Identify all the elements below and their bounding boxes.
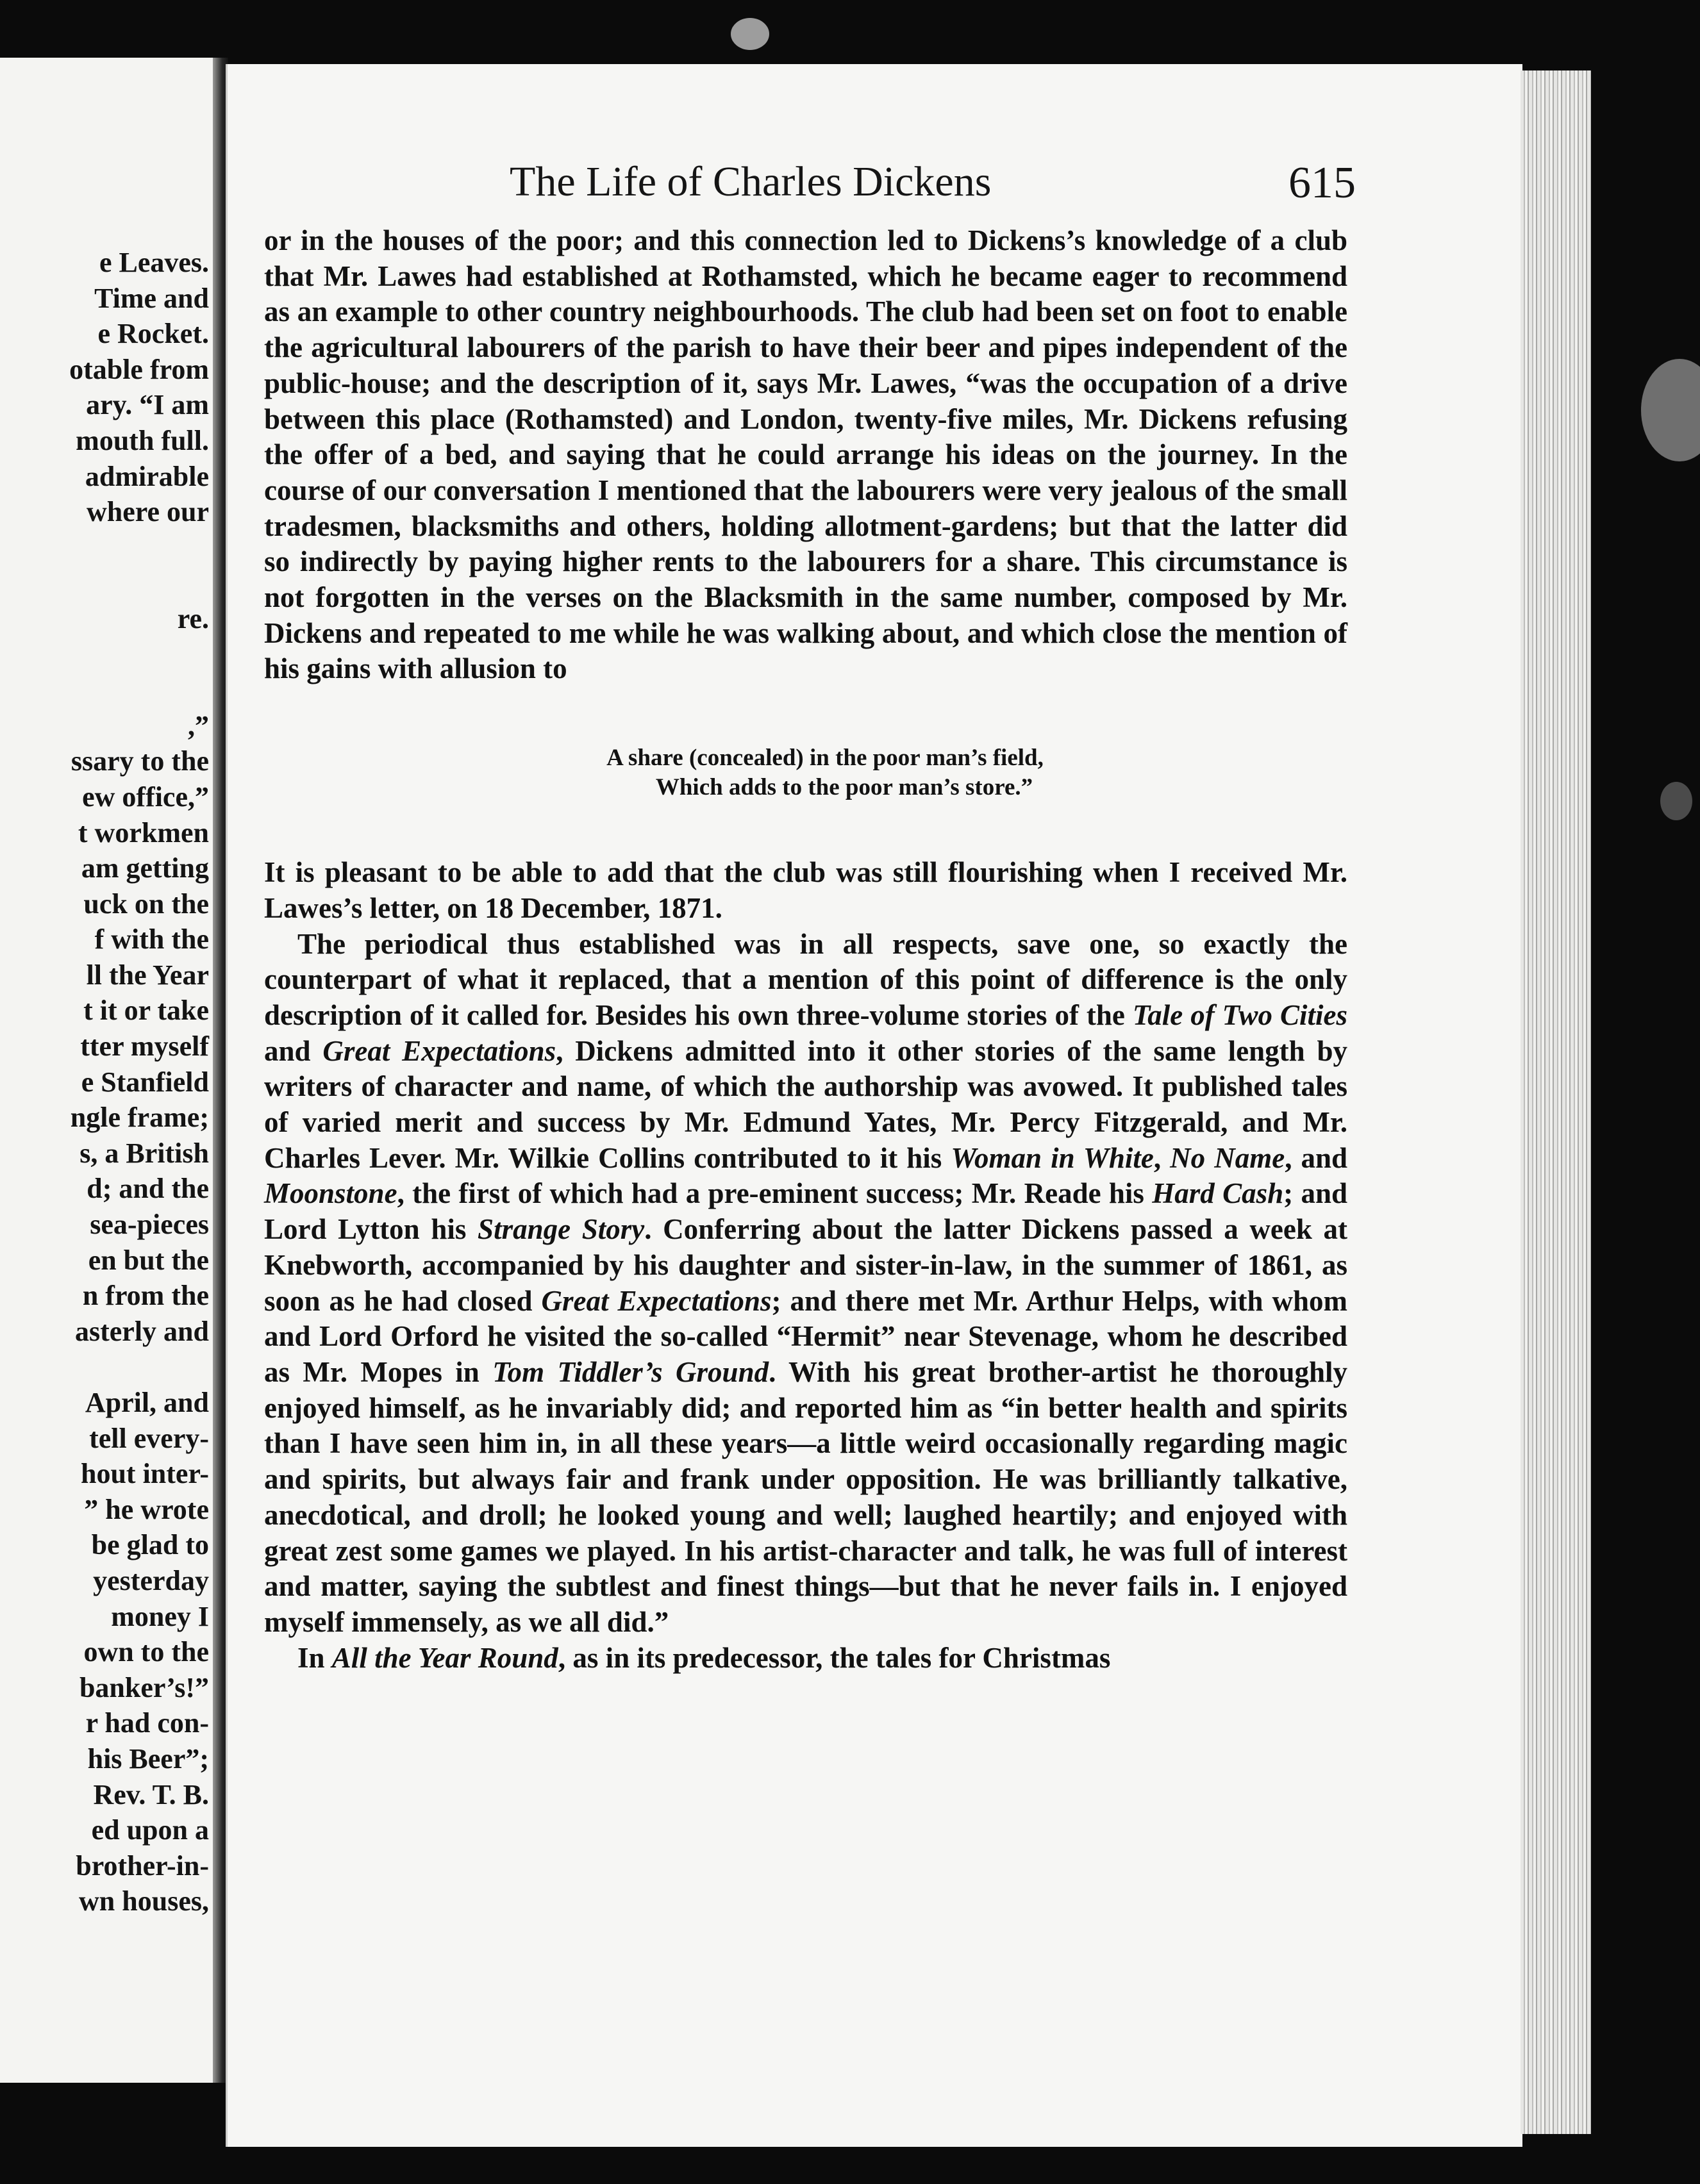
paragraph-1: or in the houses of the poor; and this connection led to Dickens’s knowledge of a club that Mr. Lawes had established at Rothamsted, which he became eager to recommend as an example to other country neighbourhoods. The club had been set on foot to enable the agricultural labourers of the parish to have their beer and pipes independent of the public-house; and the description of it, says Mr. Lawes, “was the occupation of a drive between this place (Rothamsted) and London, twenty-five miles, Mr. Dickens refusing the offer of a bed, and saying that he could arrange his ideas on the journey. In the course of our conversation I mentioned that the labourers were very jealous of the small tradesmen, blacksmiths and others, holding allotment-gardens; but that the latter did so indirectly by paying higher rents to the labourers for a share. This circumstance is not forgotten in the verses on the Blacksmith in the same number, composed by Mr. Dickens and repeated to me while he was walking about, and which close the mention of his gains with allusion to xyxy=(264,224,1347,685)
text-run: ; and Lord Lytton his xyxy=(264,1177,1347,1246)
paragraph-4 xyxy=(264,1641,1347,1676)
left-page-line: Time and xyxy=(94,282,209,314)
left-page-line: admirable xyxy=(85,460,209,492)
italic-title: Great Expectations xyxy=(322,1034,556,1067)
left-page-line: ” he wrote xyxy=(84,1493,209,1525)
running-title: The Life of Charles Dickens xyxy=(510,158,992,205)
left-page-line: re. xyxy=(177,602,209,634)
left-page-line: ary. “I am xyxy=(86,389,209,421)
italic-title: Great Expectations xyxy=(541,1284,772,1317)
left-page-line: ll the Year xyxy=(86,959,209,991)
italic-title: All the Year Round xyxy=(331,1641,558,1674)
text-run: and xyxy=(264,1034,323,1067)
left-page-line: brother-in- xyxy=(76,1849,209,1882)
italic-title: Strange Story xyxy=(478,1213,645,1246)
left-page-line: his Beer”; xyxy=(87,1742,209,1774)
left-page-line: am getting xyxy=(81,852,209,884)
left-page-line: en but the xyxy=(88,1244,209,1276)
text-run: , Dickens admitted into it other stories of the same length by writers of character and name, of which the authorship was avowed. It published tales of varied merit and success by Mr. Edmund Yates, Mr. Percy Fitzgerald, and Mr. Charles Lever. Mr. Wilkie Collins contributed to it his xyxy=(264,1034,1347,1174)
left-page-line: e Stanfield xyxy=(81,1066,209,1098)
left-page-line: ed upon a xyxy=(91,1814,209,1846)
left-page-line: f with the xyxy=(94,923,209,956)
left-page-line xyxy=(0,530,209,566)
left-page-line xyxy=(0,672,209,708)
text-run: , and xyxy=(1285,1141,1348,1174)
left-page-line: e Rocket. xyxy=(97,318,209,350)
scan-blemish xyxy=(731,18,769,50)
italic-title: Tale of Two Cities xyxy=(1132,998,1347,1031)
left-page-line: wn houses, xyxy=(79,1885,209,1917)
left-page-line: yesterday xyxy=(93,1564,209,1596)
left-page xyxy=(0,58,221,2083)
left-page-line: t it or take xyxy=(83,995,209,1027)
verse-quote xyxy=(264,743,1347,802)
left-page-line: mouth full. xyxy=(76,424,209,456)
left-page-line: t workmen xyxy=(78,816,209,848)
italic-title: Hard Cash xyxy=(1152,1177,1284,1210)
left-page-line: uck on the xyxy=(83,888,209,920)
text-run: , the first of which had a pre-eminent success; Mr. Reade his xyxy=(397,1177,1153,1210)
verse-line-1: A share (concealed) in the poor man’s field, xyxy=(606,745,1044,772)
left-page-line: n from the xyxy=(82,1280,209,1312)
page-number: 615 xyxy=(1288,158,1356,208)
left-page-line: April, and xyxy=(85,1387,209,1418)
main-text xyxy=(264,223,1347,1676)
left-page-line: ew office,” xyxy=(82,781,209,813)
italic-title: Woman in White xyxy=(951,1141,1154,1174)
text-run: , as in its predecessor, the tales for Christmas xyxy=(558,1641,1111,1674)
left-page-line: r had con- xyxy=(85,1707,209,1739)
left-page-line: money I xyxy=(111,1600,209,1632)
left-page-line: be glad to xyxy=(91,1529,209,1561)
italic-title: Moonstone xyxy=(264,1177,397,1210)
left-page-line: own to the xyxy=(83,1636,209,1668)
left-page-line: ,” xyxy=(188,709,209,741)
italic-title: Tom Tiddler’s Ground xyxy=(492,1355,769,1388)
left-page-line: asterly and xyxy=(75,1315,209,1347)
text-run: In xyxy=(297,1641,332,1674)
left-page-line: s, a British xyxy=(79,1137,209,1169)
text-run: . With his great brother-artist he thoroughly enjoyed himself, as he invariably did; and reported him as “in better health and spirits than I have seen him in, in all these years—a little weird occasionally regarding magic and spirits, but always fair and frank under opposition. He was brilliantly talkative, anecdotical, and droll; he looked young and well; laughed heartily; and enjoyed with great zest some games we played. In his artist-character and talk, he was full of interest and matter, saying the subtlest and finest things—but that he never fails in. I enjoyed myself immensely, as we all did.” xyxy=(264,1355,1348,1638)
left-page-line: sea-pieces xyxy=(90,1209,209,1241)
left-page-line: hout inter- xyxy=(80,1458,209,1490)
left-page-line: tter myself xyxy=(80,1030,209,1063)
left-page-line: banker’s!” xyxy=(79,1671,209,1703)
scan-blemish xyxy=(1641,359,1700,461)
left-page-line xyxy=(0,637,209,673)
left-page-line: otable from xyxy=(69,353,209,385)
paragraph-3 xyxy=(264,927,1347,1641)
left-page-line: d; and the xyxy=(87,1173,209,1205)
left-page-line: Rev. T. B. xyxy=(93,1778,209,1810)
running-header xyxy=(510,158,1356,209)
left-page-line: tell every- xyxy=(89,1422,209,1454)
left-page-line: ssary to the xyxy=(71,745,209,777)
left-page-line: e Leaves. xyxy=(99,247,209,278)
text-run: ; and there met Mr. Arthur Helps, with whom and Lord Orford he visited the so-called “Hermit” near Stevenage, whom he described as Mr. Mopes in xyxy=(264,1284,1348,1388)
left-page-line xyxy=(0,565,209,601)
left-page-line xyxy=(0,1349,209,1385)
text-run: . Conferring about the latter Dickens passed a week at Knebworth, accompanied by his daughter and sister-in-law, in the summer of 1861, as soon as he had closed xyxy=(264,1213,1347,1317)
text-run: The periodical thus established was in all respects, save one, so exactly the counterpart of what it replaced, that a mention of this point of difference is the only description of it called for. Besides his own three-volume stories of the xyxy=(264,927,1347,1031)
text-run: , xyxy=(1153,1141,1171,1174)
left-page-line: ngle frame; xyxy=(70,1102,209,1134)
page-edges xyxy=(1521,70,1591,2134)
paragraph-2: It is pleasant to be able to add that the club was still flourishing when I received Mr. Lawes’s letter, on 18 December, 1871. xyxy=(264,856,1347,924)
scan-blemish xyxy=(1660,782,1692,820)
italic-title: No Name xyxy=(1170,1141,1285,1174)
left-page-text xyxy=(0,245,209,1919)
left-page-line: where our xyxy=(86,496,209,528)
verse-line-2: Which adds to the poor man’s store.” xyxy=(655,774,1033,801)
